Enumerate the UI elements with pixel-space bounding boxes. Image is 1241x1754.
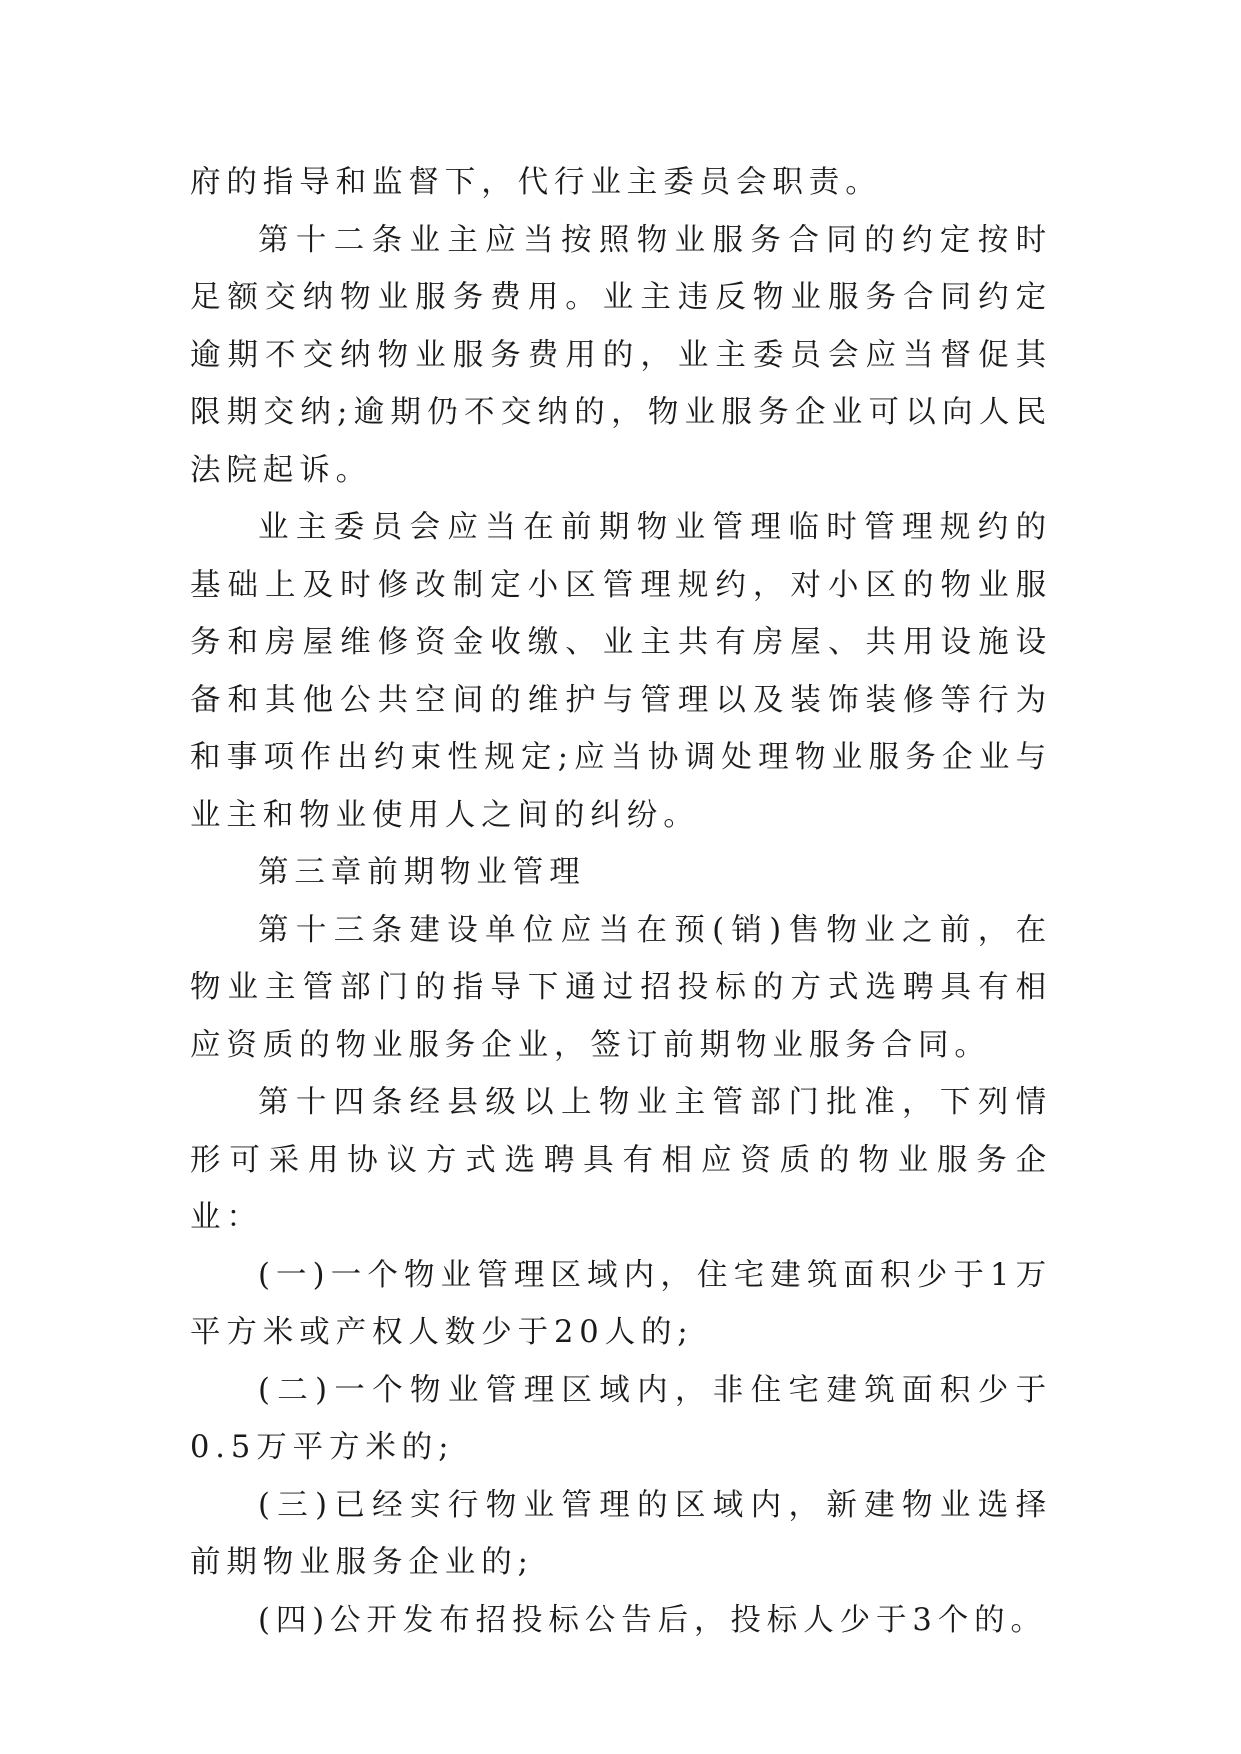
paragraph-article-13: 第十三条建设单位应当在预(销)售物业之前，在物业主管部门的指导下通过招投标的方式选聘具有相应资质的物业服务企业，签订前期物业服务合同。 bbox=[190, 912, 1052, 1063]
list-item-4: (四)公开发布招投标公告后，投标人少于3个的。 bbox=[258, 1602, 1047, 1638]
list-item-3: (三)已经实行物业管理的区域内，新建物业选择前期物业服务企业的; bbox=[190, 1487, 1052, 1580]
paragraph-article-12: 第十二条业主应当按照物业服务合同的约定按时足额交纳物业服务费用。业主违反物业服务合同约定逾期不交纳物业服务费用的，业主委员会应当督促其限期交纳;逾期仍不交纳的，物业服务企业可以向人民法院起诉。 bbox=[190, 222, 1052, 488]
document-page bbox=[190, 154, 1052, 1649]
paragraph-article-14: 第十四条经县级以上物业主管部门批准，下列情形可采用协议方式选聘具有相应资质的物业服务企业： bbox=[190, 1085, 1052, 1235]
list-item-1: (一)一个物业管理区域内，住宅建筑面积少于1万平方米或产权人数少于20人的; bbox=[190, 1257, 1052, 1350]
list-item-2: (二)一个物业管理区域内，非住宅建筑面积少于0.5万平方米的; bbox=[190, 1372, 1052, 1465]
paragraph-continuation: 府的指导和监督下，代行业主委员会职责。 bbox=[190, 165, 882, 200]
chapter-heading: 第三章前期物业管理 bbox=[258, 855, 586, 890]
paragraph-owners-committee-rules: 业主委员会应当在前期物业管理临时管理规约的基础上及时修改制定小区管理规约，对小区的物业服务和房屋维修资金收缴、业主共有房屋、共用设施设备和其他公共空间的维护与管理以及装饰装修等行为和事项作出约束性规定;应当协调处理物业服务企业与业主和物业使用人之间的纠纷。 bbox=[190, 510, 1052, 833]
